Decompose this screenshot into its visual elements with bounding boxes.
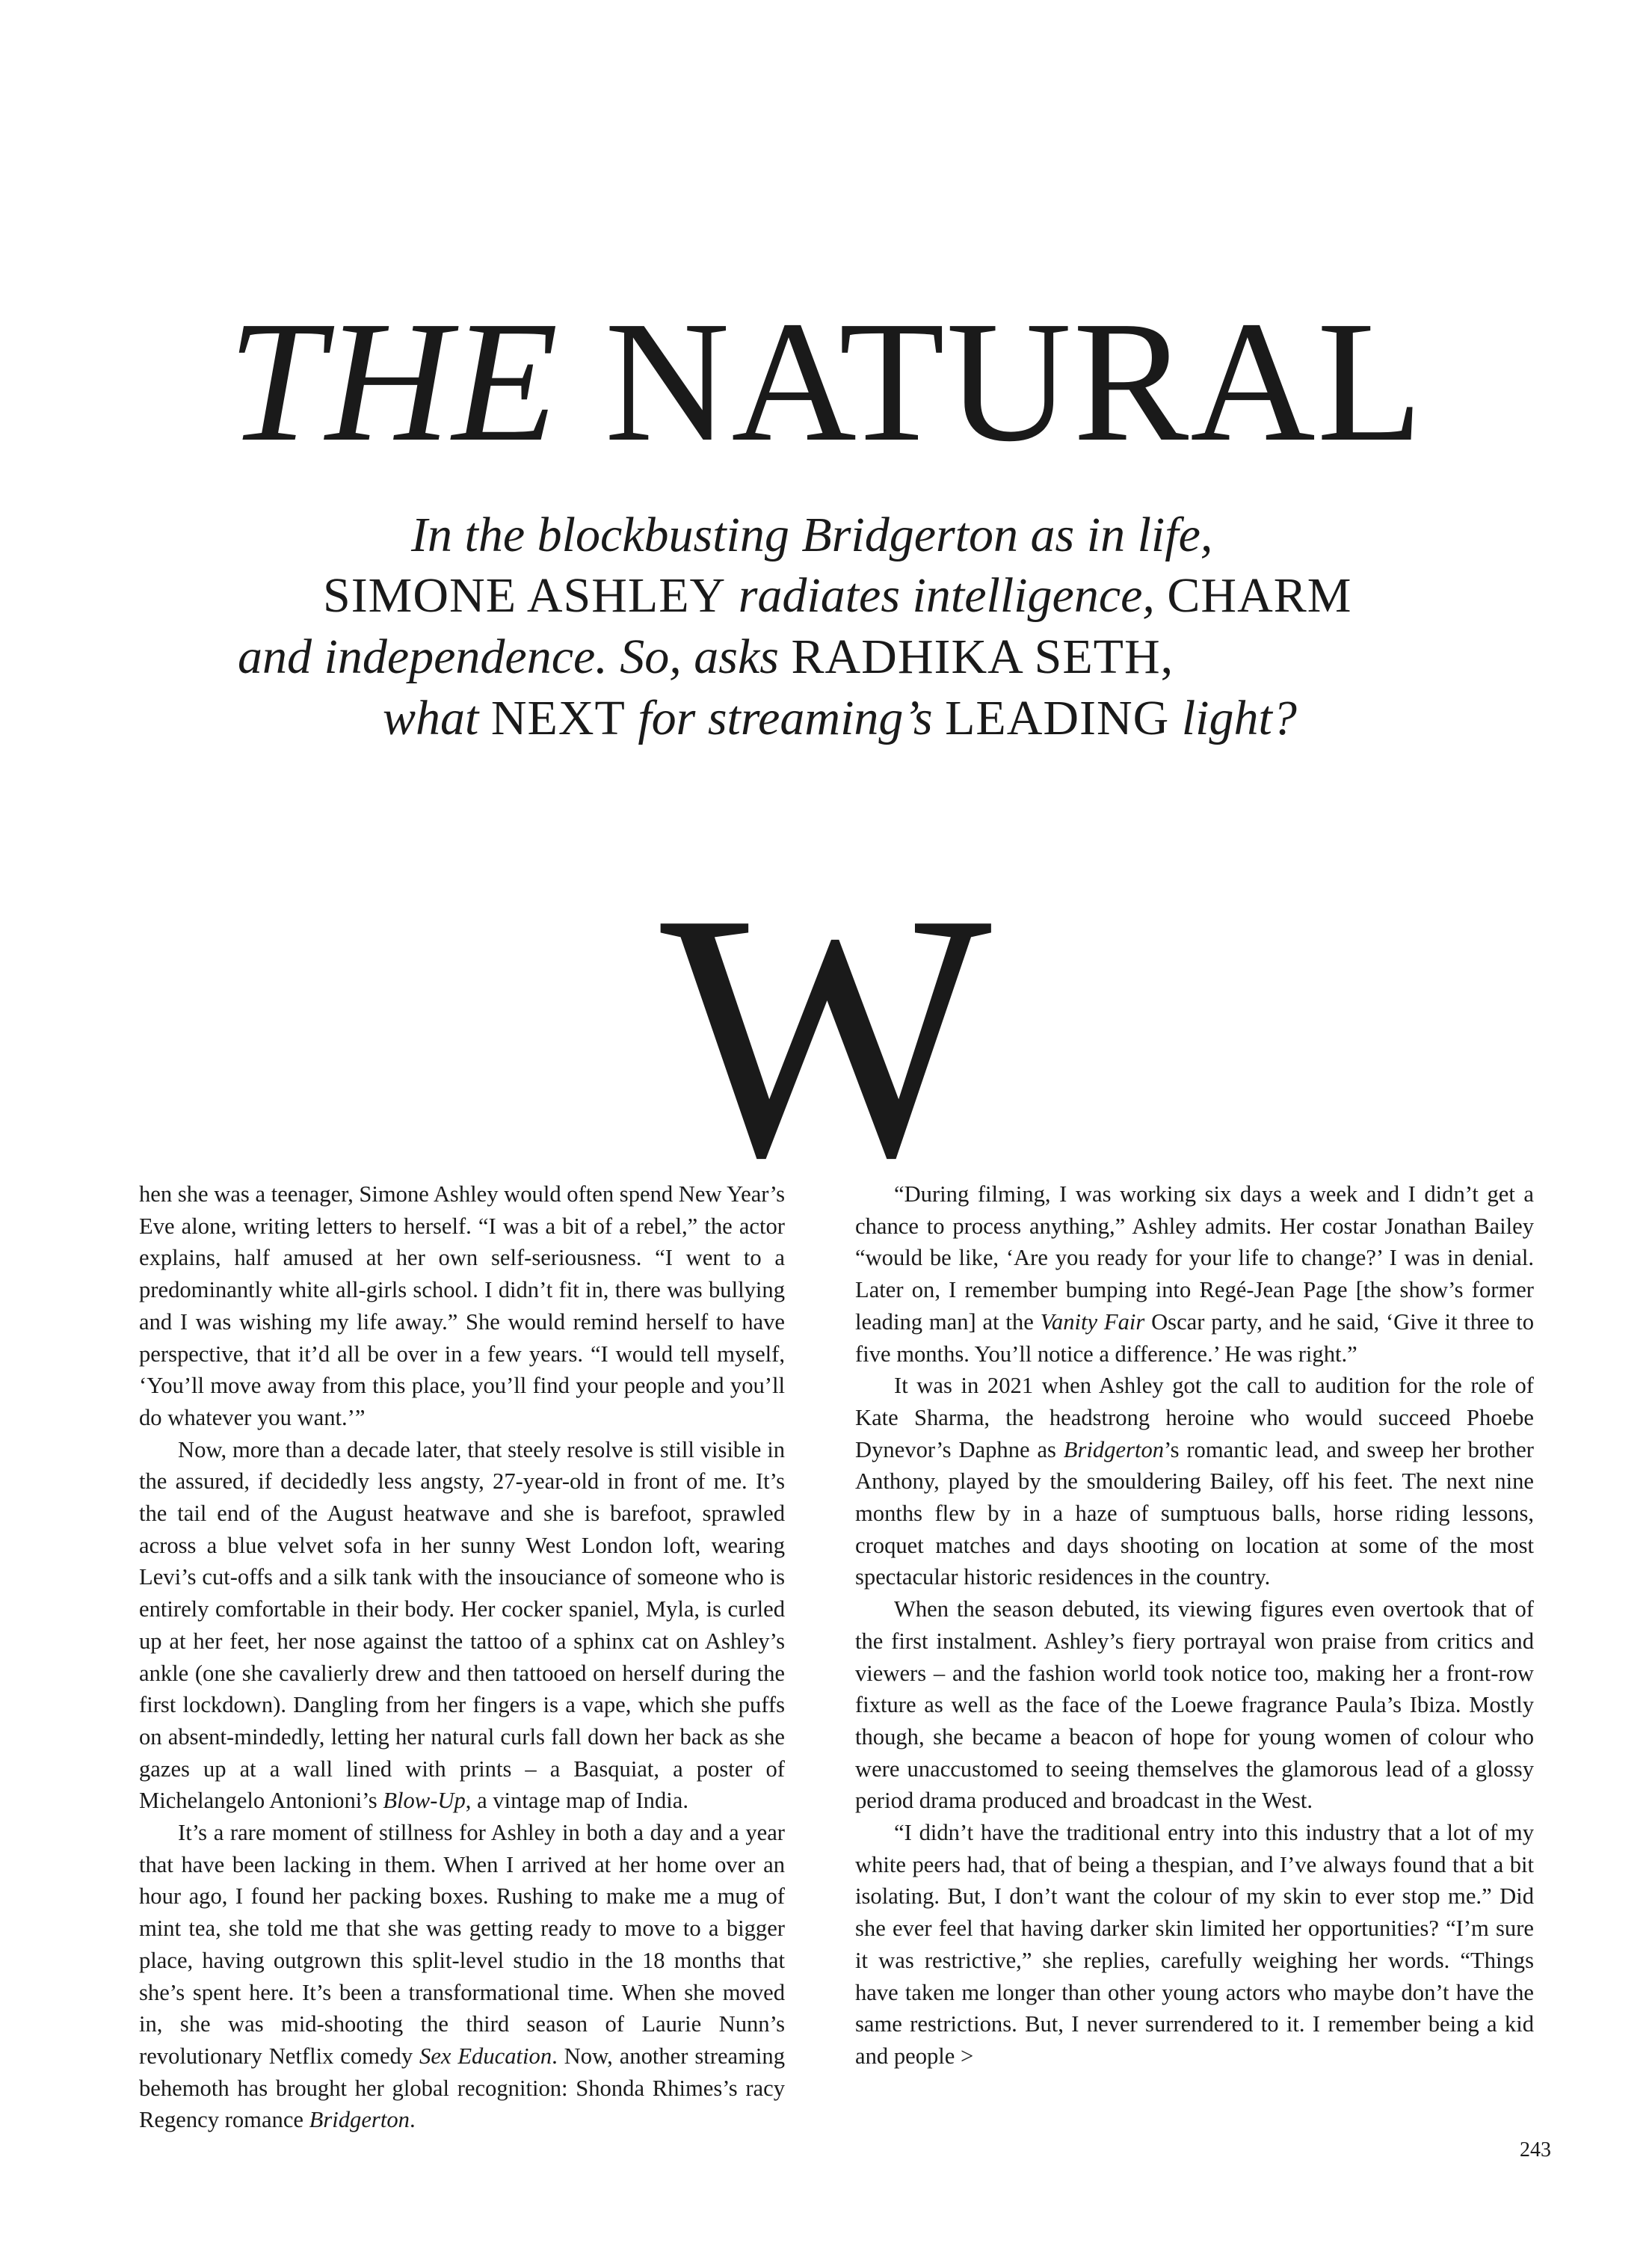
standfirst-caps: NEXT — [490, 691, 626, 745]
article-column-left — [139, 1178, 785, 2136]
standfirst-line-2 — [323, 568, 1352, 623]
headline-italic: THE — [227, 286, 560, 478]
headline — [0, 286, 1652, 478]
headline-roman: NATURAL — [559, 286, 1425, 478]
standfirst-line-1 — [411, 508, 1213, 562]
show-title: Bridgerton — [309, 2107, 410, 2133]
standfirst-caps: LEADING — [945, 691, 1170, 745]
standfirst-text: In the blockbusting Bridgerton as in life, — [411, 508, 1213, 562]
article-paragraph: “I didn’t have the traditional entry into this industry that a lot of my white peers had, that of being a thespian, and I’ve always found that a bit isolating. But, I don’t want the colour of my skin to ever stop me.” Did she ever feel that having darker skin limited her opportunities? “I’m sure it was restrictive,” she replies, carefully weighing her words. “Things have taken me longer than other young actors who maybe don’t have the same restrictions. But, I never surrendered to it. I remember being a kid and people > — [855, 1820, 1534, 2069]
standfirst-line-4 — [383, 691, 1297, 745]
standfirst-text: for streaming’s — [625, 691, 946, 745]
standfirst-line-3 — [238, 630, 1174, 684]
film-title: Blow-Up — [383, 1788, 466, 1814]
article-paragraph — [139, 1434, 785, 1817]
paragraph-text: Oscar party, and he said, ‘Give it three to five months. You’ll notice a difference.’ He was right.” — [855, 1308, 1534, 1367]
paragraph-text: . — [409, 2107, 416, 2133]
article-paragraph — [855, 1370, 1534, 1593]
drop-cap: W — [660, 840, 992, 1230]
paragraph-text: “During filming, I was working six days a week and I didn’t get a chance to process anything,” Ashley admits. Her costar Jonathan Bailey “would be like, ‘Are you ready for your life to change?’ I was in denial. Later on, I remember bumping into Regé-Jean Page [the show’s former leading man] at the — [855, 1181, 1534, 1335]
standfirst-author: RADHIKA SETH, — [791, 630, 1174, 684]
article-paragraph — [855, 1178, 1534, 1370]
standfirst-text: what — [383, 691, 491, 745]
paragraph-text: . Now, another streaming behemoth has brought her global recognition: Shonda Rhimes’s racy Regency romance — [139, 2043, 785, 2133]
article-paragraph: hen she was a teenager, Simone Ashley would often spend New Year’s Eve alone, writing letters to herself. “I was a bit of a rebel,” the actor explains, half amused at her own self-seriousness. “I went to a predominantly white all-girls school. I didn’t fit in, there was bullying and I was wishing my life away.” She would remind herself to have perspective, that it’d all be over in a few years. “I would tell myself, ‘You’ll move away from this place, you’ll find your people and you’ll do whatever you want.’” — [139, 1181, 786, 1430]
standfirst-caps: CHARM — [1167, 568, 1352, 623]
standfirst-text: light? — [1169, 691, 1297, 745]
paragraph-text: ’s romantic lead, and sweep her brother Anthony, played by the smouldering Bailey, off his feet. The next nine months flew by in a haze of sumptuous balls, horse riding lessons, croquet matches and days shooting on location at some of the most spectacular historic residences in the country. — [855, 1436, 1534, 1590]
publication-title: Vanity Fair — [1040, 1308, 1145, 1335]
show-title: Sex Education — [419, 2043, 552, 2069]
article-paragraph: When the season debuted, its viewing figures even overtook that of the first instalment. Ashley’s fiery portrayal won praise from critics and viewers – and the fashion world took notice too, making her a front-row fixture as well as the face of the Loewe fragrance Paula’s Ibiza. Mostly though, she became a beacon of hope for young women of colour who were unaccustomed to seeing themselves the glamorous lead of a glossy period drama produced and broadcast in the West. — [855, 1596, 1534, 1814]
paragraph-text: Now, more than a decade later, that steely resolve is still visible in the assured, if decidedly less angsty, 27-year-old in front of me. It’s the tail end of the August heatwave and she is barefoot, sprawled across a blue velvet sofa in her sunny West London loft, wearing Levi’s cut-offs and a silk tank with the insouciance of someone who is entirely comfortable in their body. Her cocker spaniel, Myla, is curled up at her feet, her nose against the tattoo of a sphinx cat on Ashley’s ankle (one she cavalierly drew and then tattooed on herself during the first lockdown). Dangling from her fingers is a vape, which she puffs on absent-mindedly, letting her natural curls fall down her back as she gazes up at a wall lined with prints – a Basquiat, a poster of Michelangelo Antonioni’s — [139, 1436, 785, 1814]
page-number: 243 — [1520, 2138, 1551, 2162]
standfirst-name: SIMONE ASHLEY — [323, 568, 727, 623]
article-column-right — [855, 1178, 1534, 2073]
paragraph-text: It’s a rare moment of stillness for Ashley in both a day and a year that have been lacking in them. When I arrived at her home over an hour ago, I found her packing boxes. Rushing to make me a mug of mint tea, she told me that she was getting ready to move to a bigger place, having outgrown this split-level studio in the 18 months that she’s spent here. It’s been a transformational time. When she moved in, she was mid-shooting the third season of Laurie Nunn’s revolutionary Netflix comedy — [139, 1820, 785, 2069]
article-paragraph — [139, 1817, 785, 2136]
paragraph-text: It was in 2021 when Ashley got the call to audition for the role of Kate Sharma, the headstrong heroine who would succeed Phoebe Dynevor’s Daphne as — [855, 1373, 1534, 1462]
standfirst-text: and independence. So, asks — [238, 630, 792, 684]
show-title: Bridgerton — [1063, 1436, 1165, 1462]
standfirst-text: radiates intelligence, — [726, 568, 1168, 623]
paragraph-text: , a vintage map of India. — [465, 1788, 688, 1814]
